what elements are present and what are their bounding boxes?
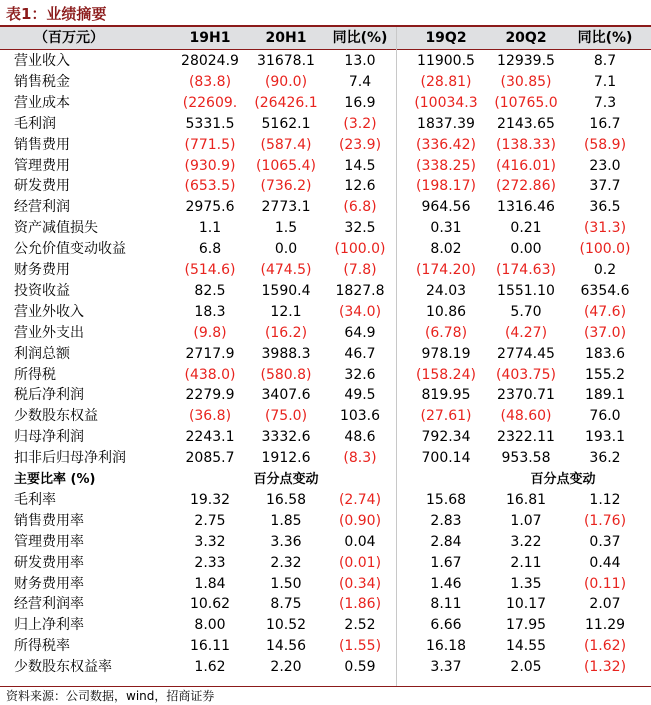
table-cell: (26426.1 <box>254 94 318 111</box>
table-cell: 0.0 <box>274 241 298 258</box>
table-cell: 6354.6 <box>580 282 630 299</box>
table-cell: 2.07 <box>589 596 621 613</box>
table-cell: 36.2 <box>589 450 621 467</box>
table-cell: 819.95 <box>421 387 471 404</box>
table-cell: 8.7 <box>593 53 617 69</box>
table-cell: 2.75 <box>194 512 226 529</box>
table-cell: (580.8) <box>260 366 312 383</box>
header-19q2: 19Q2 <box>425 30 467 46</box>
table-cell: 23.0 <box>589 157 621 174</box>
table-cell: 37.7 <box>589 178 621 195</box>
table-cell: 2.83 <box>430 512 462 529</box>
table-cell: 2279.9 <box>185 387 235 404</box>
header-yoy-q2: 同比(%) <box>577 30 633 46</box>
table-cell: 1.35 <box>510 575 542 592</box>
table-cell: (174.63) <box>496 262 556 278</box>
table-cell: 3988.3 <box>261 345 311 362</box>
table-cell: 8.00 <box>194 617 226 634</box>
table-cell: 19.32 <box>189 491 231 508</box>
table-cell: (416.01) <box>496 157 556 174</box>
table-cell: 155.2 <box>584 366 626 383</box>
table-cell: 7.3 <box>593 94 617 111</box>
row-label: 毛利率 <box>14 491 56 508</box>
row-label: 管理费用率 <box>14 533 84 550</box>
row-label: 销售费用率 <box>14 512 84 529</box>
table-cell: 2773.1 <box>261 199 311 216</box>
table-cell: 5331.5 <box>185 115 235 132</box>
table-cell: (34.0) <box>338 303 382 320</box>
table-cell: (930.9) <box>184 157 236 174</box>
table-row <box>0 490 651 511</box>
table-cell: (272.86) <box>496 178 556 195</box>
table-cell: 189.1 <box>584 387 626 404</box>
table-cell: 11.29 <box>584 617 626 634</box>
row-label: 经营利润率 <box>14 596 84 613</box>
table-cell: 2717.9 <box>185 345 235 362</box>
table-cell: 183.6 <box>584 345 626 362</box>
table-row <box>0 260 651 281</box>
table-cell: (10034.3 <box>414 94 478 111</box>
table-cell: 14.5 <box>344 157 376 174</box>
row-label: 研发费用 <box>14 178 70 195</box>
table-cell: 18.3 <box>194 303 226 320</box>
table-cell: 32.5 <box>344 220 376 237</box>
table-cell: (7.8) <box>343 262 377 278</box>
table-row <box>0 135 651 156</box>
table-cell: (47.6) <box>583 303 627 320</box>
table-cell: 6.66 <box>430 617 462 634</box>
table-cell: 0.59 <box>344 659 376 676</box>
table-cell: (58.9) <box>583 136 627 153</box>
table-cell: 16.58 <box>265 491 307 508</box>
table-cell: 48.6 <box>344 429 376 446</box>
table-cell: 5162.1 <box>261 115 311 132</box>
table-cell: 1.12 <box>589 491 621 508</box>
table-row <box>0 239 651 260</box>
table-cell: 2085.7 <box>185 450 235 467</box>
row-label: 少数股东权益 <box>14 408 98 425</box>
row-label: 营业外支出 <box>14 324 84 341</box>
header-yoy-h1: 同比(%) <box>332 30 388 46</box>
table-cell: 2370.71 <box>497 387 555 404</box>
table-cell: 103.6 <box>339 408 381 425</box>
table-cell: (3.2) <box>343 115 377 132</box>
table-cell: (90.0) <box>264 73 308 90</box>
table-cell: 1316.46 <box>497 199 555 216</box>
table-header <box>0 27 651 49</box>
table-cell: 0.31 <box>430 220 462 237</box>
row-label: 利润总额 <box>14 345 70 362</box>
row-label: 所得税 <box>14 366 56 383</box>
table-cell: 28024.9 <box>181 53 239 69</box>
row-label: 扣非后归母净利润 <box>14 450 126 467</box>
table-cell: 3.36 <box>270 533 302 550</box>
table-cell: (0.90) <box>338 512 382 529</box>
row-label: 营业收入 <box>14 53 70 69</box>
table-row <box>0 72 651 93</box>
table-cell: 2143.65 <box>497 115 555 132</box>
table-cell: (771.5) <box>184 136 236 153</box>
table-cell: 1827.8 <box>335 282 385 299</box>
table-cell: 14.55 <box>505 638 547 655</box>
table-cell: 2975.6 <box>185 199 235 216</box>
table-cell: (27.61) <box>420 408 472 425</box>
table-cell: (514.6) <box>184 262 236 278</box>
table-cell: 978.19 <box>421 345 471 362</box>
table-cell: 31678.1 <box>257 53 315 69</box>
table-cell: 16.9 <box>344 94 376 111</box>
table-cell: 46.7 <box>344 345 376 362</box>
ratios-section-header <box>0 469 651 490</box>
table-cell: (198.17) <box>416 178 476 195</box>
table-cell: 49.5 <box>344 387 376 404</box>
table-cell: (1.76) <box>583 512 627 529</box>
table-cell: 0.44 <box>589 554 621 571</box>
table-cell: 3.22 <box>510 533 542 550</box>
table-cell: 13.0 <box>344 53 376 69</box>
table-cell: (336.42) <box>416 136 476 153</box>
table-cell: (9.8) <box>193 324 227 341</box>
table-cell: 2774.45 <box>497 345 555 362</box>
table-cell: (1.55) <box>338 638 382 655</box>
row-label: 研发费用率 <box>14 554 84 571</box>
table-cell: 11900.5 <box>417 53 475 69</box>
table-row <box>0 281 651 302</box>
table-cell: 12.6 <box>344 178 376 195</box>
table-cell: 17.95 <box>505 617 547 634</box>
table-cell: (1.62) <box>583 638 627 655</box>
row-label: 财务费用 <box>14 262 70 278</box>
table-cell: 1.1 <box>198 220 222 237</box>
table-cell: 964.56 <box>421 199 471 216</box>
table-row <box>0 532 651 553</box>
row-label: 归上净利率 <box>14 617 84 634</box>
table-row <box>0 114 651 135</box>
table-cell: 6.8 <box>198 241 222 258</box>
table-cell: (100.0) <box>579 241 631 258</box>
table-row <box>0 594 651 615</box>
row-label: 税后净利润 <box>14 387 84 404</box>
header-rule <box>0 49 651 50</box>
table-cell: 1.62 <box>194 659 226 676</box>
table-row <box>0 176 651 197</box>
table-cell: 1.5 <box>274 220 298 237</box>
table-cell: (174.20) <box>416 262 476 278</box>
table-cell: 0.2 <box>593 262 617 278</box>
table-cell: 1.67 <box>430 554 462 571</box>
ratios-section-label: 主要比率 (%) <box>14 472 96 487</box>
table-cell: 3407.6 <box>261 387 311 404</box>
table-cell: 193.1 <box>584 429 626 446</box>
table-cell: (100.0) <box>334 241 386 258</box>
table-cell: 64.9 <box>344 324 376 341</box>
row-label: 少数股东权益率 <box>14 659 112 676</box>
row-label: 营业外收入 <box>14 303 84 320</box>
row-label: 财务费用率 <box>14 575 84 592</box>
table-cell: 3.37 <box>430 659 462 676</box>
table-cell: 3332.6 <box>261 429 311 446</box>
table-cell: 1.46 <box>430 575 462 592</box>
row-label: 毛利润 <box>14 115 56 132</box>
table-cell: (474.5) <box>260 262 312 278</box>
table-cell: 14.56 <box>265 638 307 655</box>
table-row <box>0 93 651 114</box>
table-cell: (22609. <box>182 94 238 111</box>
header-19h1: 19H1 <box>189 30 231 46</box>
table-cell: (438.0) <box>184 366 236 383</box>
header-20h1: 20H1 <box>265 30 307 46</box>
table-cell: 3.32 <box>194 533 226 550</box>
column-divider <box>396 27 397 686</box>
table-cell: (653.5) <box>184 178 236 195</box>
table-cell: 82.5 <box>194 282 226 299</box>
table-row <box>0 636 651 657</box>
table-cell: (83.8) <box>188 73 232 90</box>
table-row <box>0 365 651 386</box>
table-cell: 8.11 <box>430 596 462 613</box>
table-row <box>0 448 651 469</box>
table-cell: 36.5 <box>589 199 621 216</box>
table-cell: (6.78) <box>424 324 468 341</box>
table-cell: 1590.4 <box>261 282 311 299</box>
table-cell: 16.81 <box>505 491 547 508</box>
table-row <box>0 427 651 448</box>
table-cell: (158.24) <box>416 366 476 383</box>
table-cell: (4.27) <box>504 324 548 341</box>
table-cell: 1.84 <box>194 575 226 592</box>
table-cell: 10.86 <box>425 303 467 320</box>
table-cell: 0.04 <box>344 533 376 550</box>
source-note: 资料来源：公司数据，wind，招商证券 <box>6 689 215 703</box>
table-cell: 2243.1 <box>185 429 235 446</box>
table-cell: 1912.6 <box>261 450 311 467</box>
row-label: 管理费用 <box>14 157 70 174</box>
table-cell: 2.11 <box>510 554 542 571</box>
table-cell: 1.50 <box>270 575 302 592</box>
table-cell: (2.74) <box>338 491 382 508</box>
table-cell: (16.2) <box>264 324 308 341</box>
row-label: 所得税率 <box>14 638 70 655</box>
table-row <box>0 302 651 323</box>
table-cell: (28.81) <box>420 73 472 90</box>
table-cell: 16.18 <box>425 638 467 655</box>
table-cell: 2.84 <box>430 533 462 550</box>
table-cell: (1065.4) <box>256 157 316 174</box>
table-cell: (587.4) <box>260 136 312 153</box>
table-cell: 16.7 <box>589 115 621 132</box>
table-cell: 2.52 <box>344 617 376 634</box>
table-cell: 7.1 <box>593 73 617 90</box>
row-label: 公允价值变动收益 <box>14 241 126 258</box>
table-cell: (0.34) <box>338 575 382 592</box>
table-cell: 10.52 <box>265 617 307 634</box>
ratios-h1-change-label: 百分点变动 <box>253 472 319 487</box>
table-cell: 0.37 <box>589 533 621 550</box>
table-cell: (75.0) <box>264 408 308 425</box>
table-cell: (31.3) <box>583 220 627 237</box>
table-cell: (338.25) <box>416 157 476 174</box>
row-label: 销售税金 <box>14 73 70 90</box>
table-cell: 1.07 <box>510 512 542 529</box>
table-row <box>0 511 651 532</box>
table-cell: 7.4 <box>348 73 372 90</box>
table-cell: (0.01) <box>338 554 382 571</box>
table-cell: 8.02 <box>430 241 462 258</box>
table-cell: 2.20 <box>270 659 302 676</box>
table-row <box>0 197 651 218</box>
ratios-q2-change-label: 百分点变动 <box>530 472 596 487</box>
table-cell: (736.2) <box>260 178 312 195</box>
table-row <box>0 615 651 636</box>
table-cell: (30.85) <box>500 73 552 90</box>
table-cell: 953.58 <box>501 450 551 467</box>
table-cell: 12939.5 <box>497 53 555 69</box>
table-row <box>0 657 651 678</box>
row-label: 资产减值损失 <box>14 220 98 237</box>
row-label: 销售费用 <box>14 136 70 153</box>
header-unit: （百万元） <box>34 30 104 46</box>
table-cell: 700.14 <box>421 450 471 467</box>
table-cell: 15.68 <box>425 491 467 508</box>
table-cell: 1.85 <box>270 512 302 529</box>
table-cell: 2.33 <box>194 554 226 571</box>
table-cell: 0.21 <box>510 220 542 237</box>
row-label: 归母净利润 <box>14 429 84 446</box>
table-cell: (36.8) <box>188 408 232 425</box>
table-cell: (8.3) <box>343 450 377 467</box>
table-cell: 792.34 <box>421 429 471 446</box>
table-cell: 24.03 <box>425 282 467 299</box>
table-cell: 10.62 <box>189 596 231 613</box>
table-cell: 2.05 <box>510 659 542 676</box>
table-cell: (6.8) <box>343 199 377 216</box>
table-cell: (0.11) <box>583 575 627 592</box>
table-cell: (1.32) <box>583 659 627 676</box>
table-cell: (37.0) <box>583 324 627 341</box>
table-cell: 5.70 <box>510 303 542 320</box>
table-cell: 2.32 <box>270 554 302 571</box>
table-row <box>0 574 651 595</box>
table-row <box>0 218 651 239</box>
table-cell: 8.75 <box>270 596 302 613</box>
table-row <box>0 344 651 365</box>
table-cell: 2322.11 <box>497 429 555 446</box>
table-cell: 1837.39 <box>417 115 475 132</box>
row-label: 经营利润 <box>14 199 70 216</box>
table-cell: 10.17 <box>505 596 547 613</box>
table-row <box>0 385 651 406</box>
table-row <box>0 51 651 72</box>
table-row <box>0 553 651 574</box>
table-cell: 16.11 <box>189 638 231 655</box>
table-title: 表1：业绩摘要 <box>6 5 107 23</box>
table-cell: 32.6 <box>344 366 376 383</box>
table-cell: (138.33) <box>496 136 556 153</box>
row-label: 投资收益 <box>14 282 70 299</box>
table-cell: (403.75) <box>496 366 556 383</box>
row-label: 营业成本 <box>14 94 70 111</box>
table-cell: 76.0 <box>589 408 621 425</box>
table-row <box>0 406 651 427</box>
header-20q2: 20Q2 <box>505 30 547 46</box>
table-cell: 0.00 <box>510 241 542 258</box>
table-cell: (48.60) <box>500 408 552 425</box>
table-cell: (1.86) <box>338 596 382 613</box>
table-row <box>0 323 651 344</box>
table-cell: (23.9) <box>338 136 382 153</box>
table-cell: 1551.10 <box>497 282 555 299</box>
table-cell: (10765.0 <box>494 94 558 111</box>
table-cell: 12.1 <box>270 303 302 320</box>
table-row <box>0 156 651 177</box>
